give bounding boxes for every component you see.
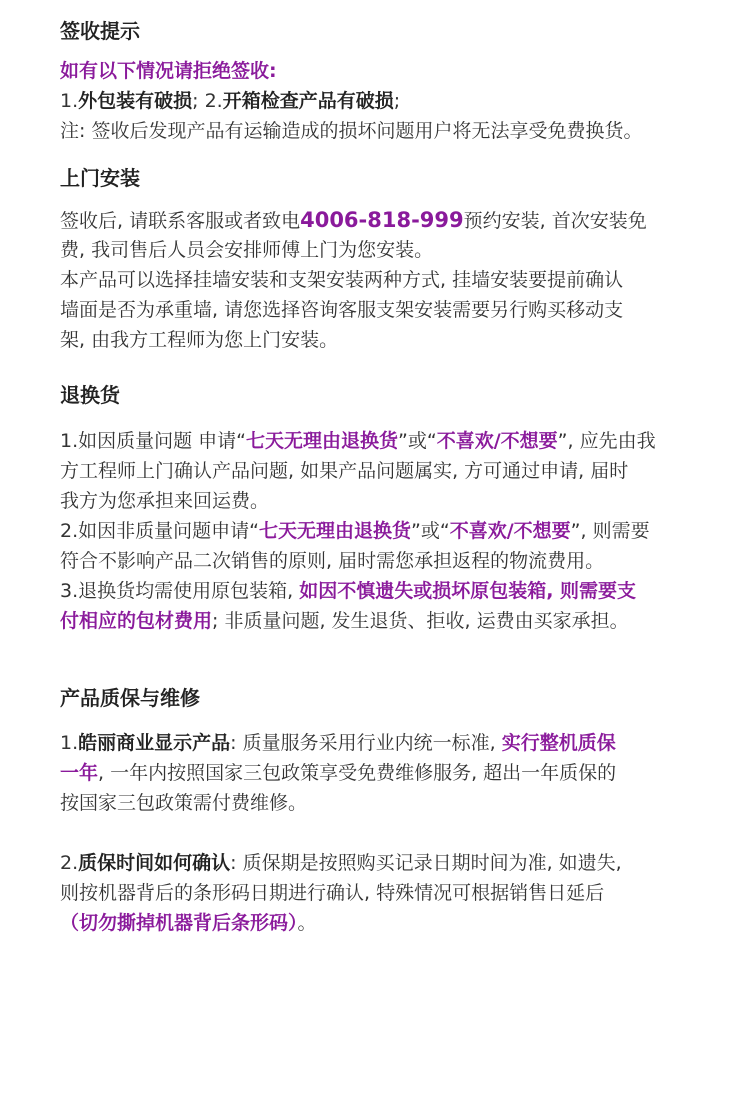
product-name: 皓丽商业显示产品 <box>78 732 231 754</box>
section-sign-notice <box>60 16 705 146</box>
seven-day-return: 七天无理由退换货 <box>246 430 399 452</box>
warranty-highlight: 实行整机质保 <box>501 732 616 754</box>
text: 2.如因非质量问题申请“ <box>60 520 259 542</box>
packaging-warning: 如因不慎遗失或损坏原包装箱, 则需要支 <box>299 580 637 602</box>
returns-line <box>60 426 705 456</box>
warranty-confirm-title: 质保时间如何确认 <box>78 852 231 874</box>
text: 。 <box>297 912 317 934</box>
warranty-line: 按国家三包政策需付费维修。 <box>60 792 308 814</box>
refuse-conditions <box>60 86 705 116</box>
warranty-line <box>60 728 705 758</box>
packaging-fee: 付相应的包材费用 <box>60 610 213 632</box>
install-line: 费, 我司售后人员会安排师傅上门为您安装。 <box>60 239 434 261</box>
install-line: 本产品可以选择挂墙安装和支架安装两种方式, 挂墙安装要提前确认 <box>60 269 624 291</box>
text: 1. <box>60 90 79 112</box>
warranty-line: 则按机器背后的条形码日期进行确认, 特殊情况可根据销售日延后 <box>60 882 605 904</box>
warranty-line <box>60 908 705 938</box>
warranty-highlight: 一年 <box>60 762 99 784</box>
section-title: 退换货 <box>60 383 120 407</box>
section-warranty <box>60 683 705 938</box>
text: 签收后, 请联系客服或者致电 <box>60 210 301 232</box>
text: ”或“ <box>411 520 450 542</box>
returns-line <box>60 576 705 606</box>
dislike-return: 不喜欢/不想要 <box>449 520 571 542</box>
condition-outer-damage: 外包装有破损 <box>78 90 193 112</box>
text: 1. <box>60 732 79 754</box>
text: ”, 则需要 <box>570 520 650 542</box>
text: 1.如因质量问题 申请“ <box>60 430 247 452</box>
text: 2. <box>60 852 79 874</box>
install-line: 架, 由我方工程师为您上门安装。 <box>60 329 339 351</box>
condition-product-damage: 开箱检查产品有破损 <box>222 90 394 112</box>
text: , 一年内按照国家三包政策享受免费维修服务, 超出一年质保的 <box>98 762 617 784</box>
text: 预约安装, 首次安装免 <box>463 210 647 232</box>
text: ; 非质量问题, 发生退货、拒收, 运费由买家承担。 <box>212 610 629 632</box>
seven-day-return: 七天无理由退换货 <box>258 520 411 542</box>
text: ; <box>393 90 401 112</box>
section-title: 上门安装 <box>60 166 140 190</box>
warranty-line <box>60 758 705 788</box>
section-title: 产品质保与维修 <box>60 686 200 710</box>
returns-line: 方工程师上门确认产品问题, 如果产品问题属实, 方可通过申请, 届时 <box>60 460 629 482</box>
returns-line: 我方为您承担来回运费。 <box>60 490 270 512</box>
service-phone[interactable]: 4006-818-999 <box>300 208 464 232</box>
text: ”, 应先由我 <box>557 430 656 452</box>
refuse-warning: 如有以下情况请拒绝签收: <box>60 60 277 82</box>
text: ; 2. <box>192 90 223 112</box>
section-title: 签收提示 <box>60 19 140 43</box>
returns-line <box>60 516 705 546</box>
section-returns <box>60 380 705 636</box>
text: ”或“ <box>398 430 437 452</box>
text: : 质量服务采用行业内统一标准, <box>230 732 502 754</box>
returns-line <box>60 606 705 636</box>
text: 3.退换货均需使用原包装箱, <box>60 580 300 602</box>
section-installation <box>60 163 705 355</box>
install-line: 墙面是否为承重墙, 请您选择咨询客服支架安装需要另行购买移动支 <box>60 299 624 321</box>
sign-note: 注: 签收后发现产品有运输造成的损坏问题用户将无法享受免费换货。 <box>60 120 643 142</box>
barcode-warning: （切勿撕掉机器背后条形码） <box>60 912 298 934</box>
text: : 质保期是按照购买记录日期时间为准, 如遗失, <box>230 852 622 874</box>
dislike-return: 不喜欢/不想要 <box>436 430 558 452</box>
returns-line: 符合不影响产品二次销售的原则, 届时需您承担返程的物流费用。 <box>60 550 605 572</box>
warranty-line <box>60 848 705 878</box>
install-line <box>60 205 705 235</box>
